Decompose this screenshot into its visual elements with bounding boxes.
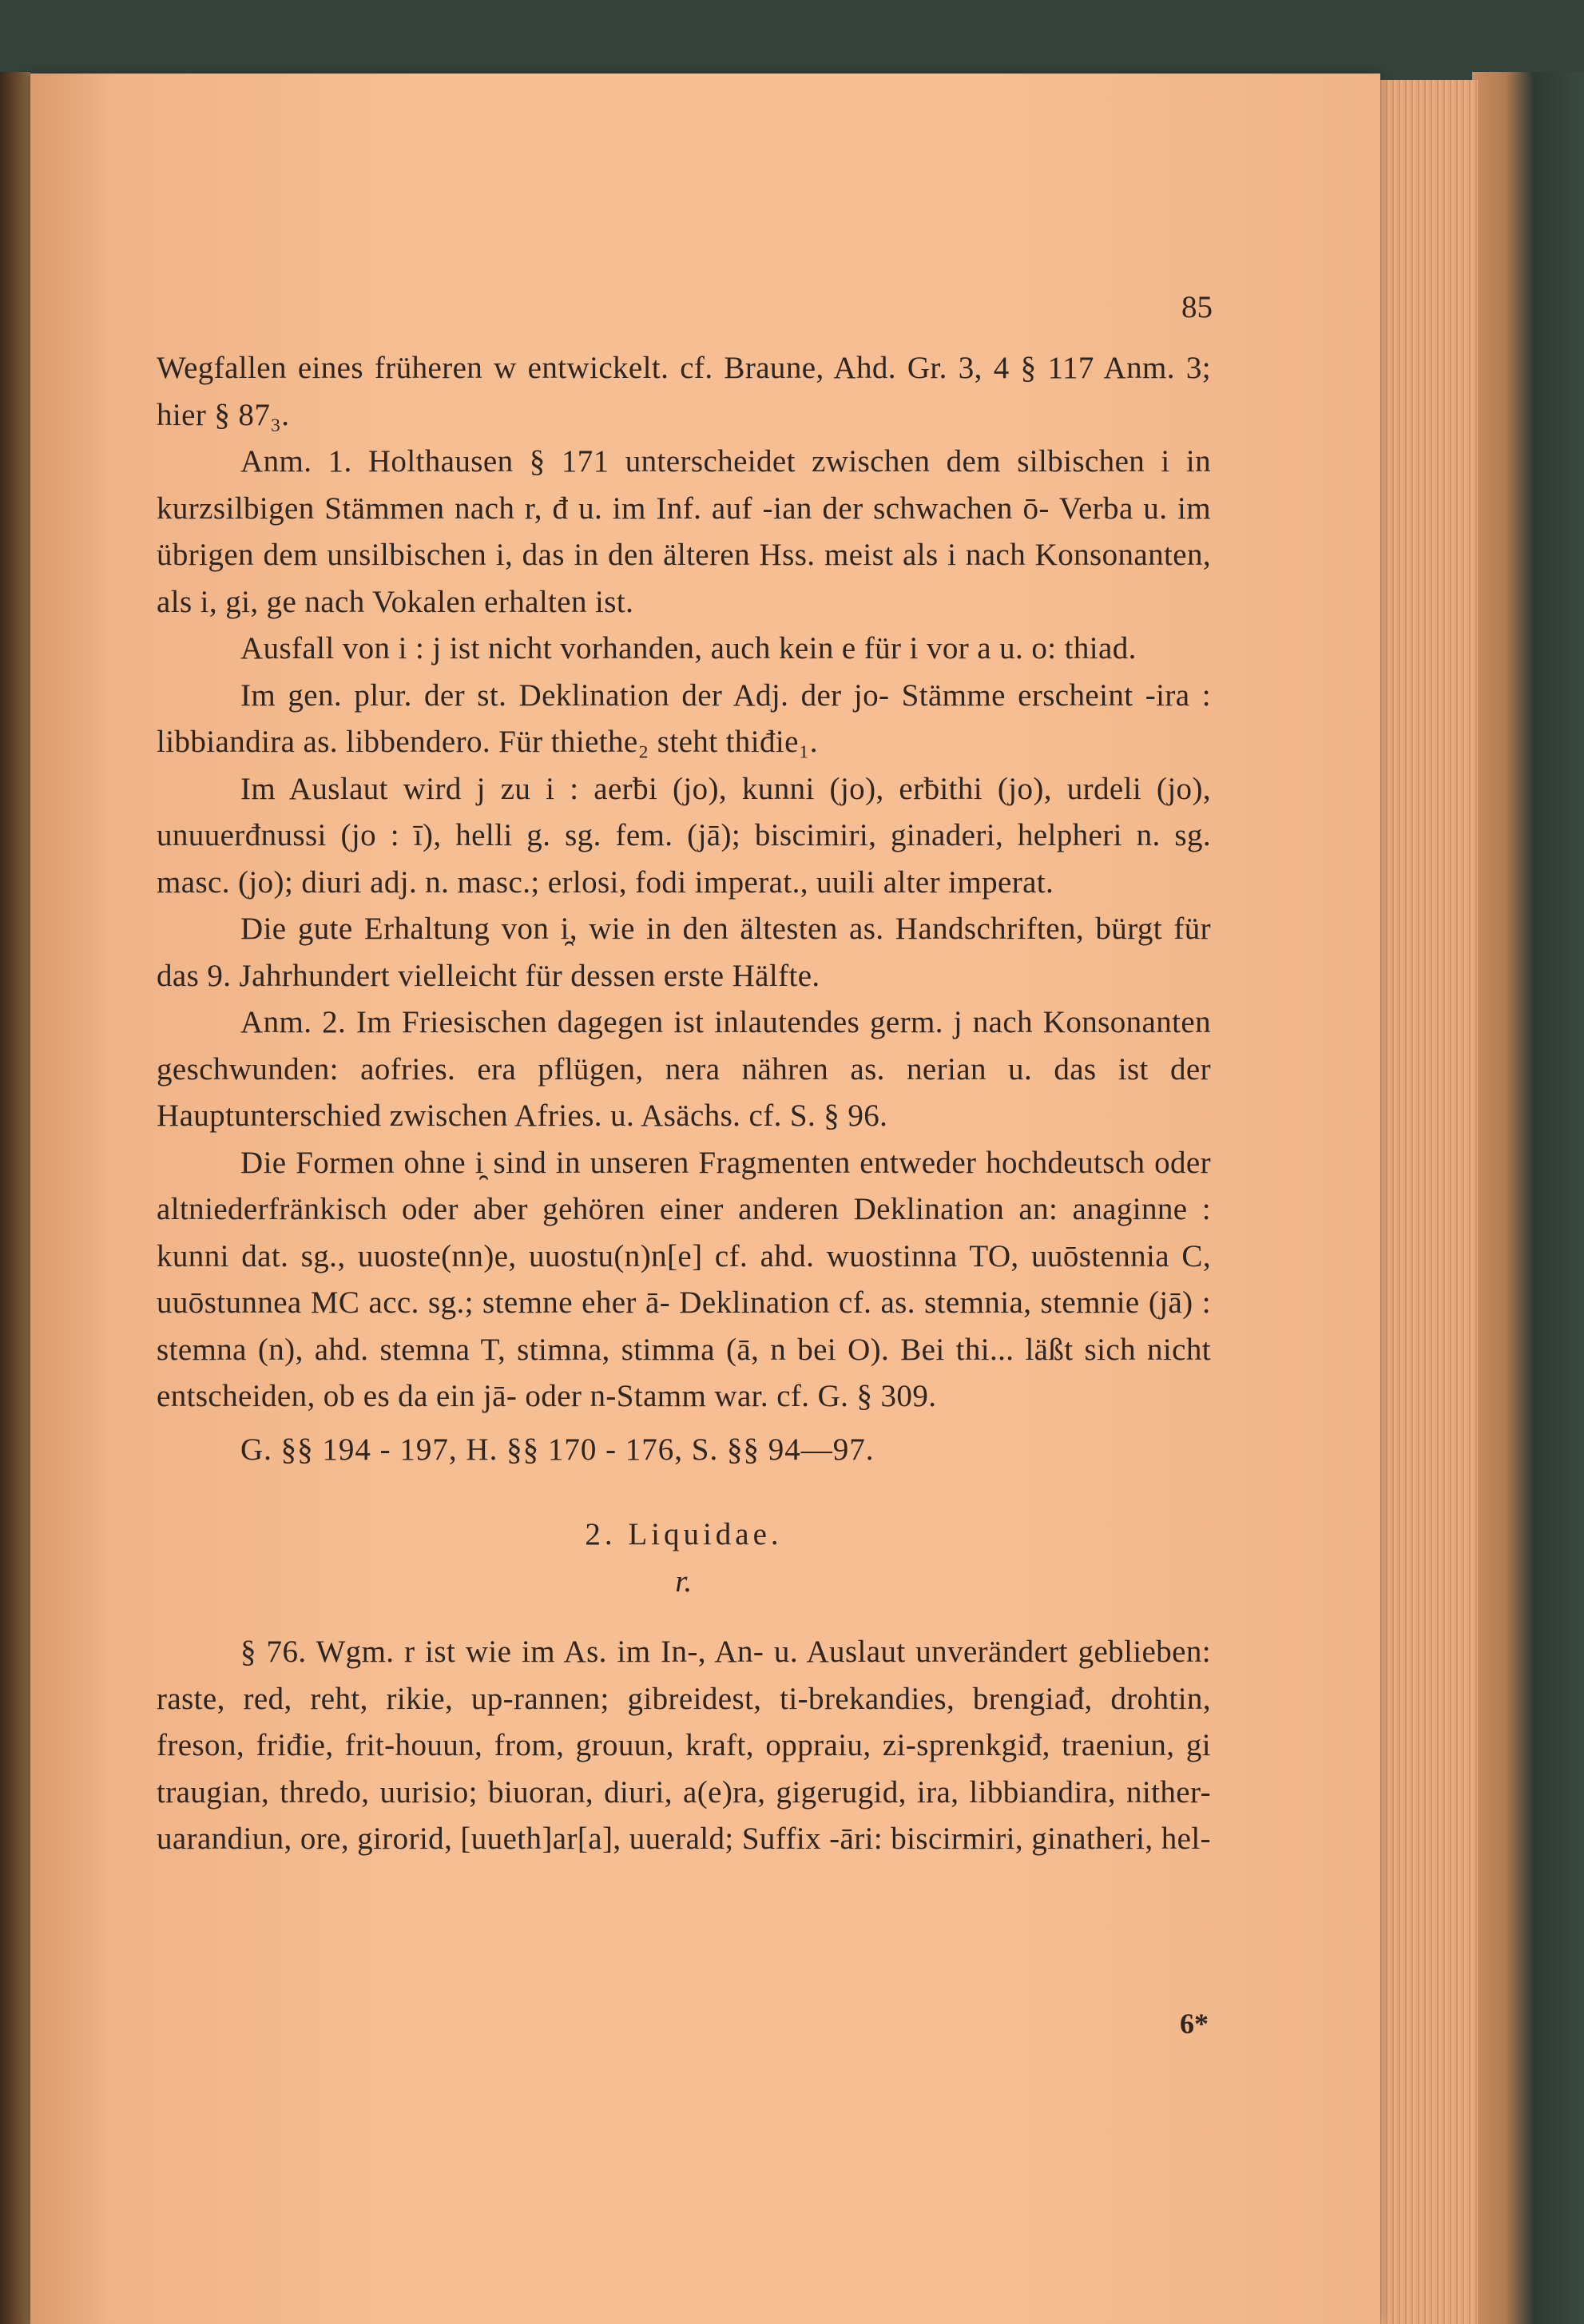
- references-line: G. §§ 194 - 197, H. §§ 170 - 176, S. §§ 94—97.: [240, 1432, 875, 1467]
- paragraph-formen: Die Formen ohne i̯ sind in unseren Fragmenten entweder hochdeutsch oder altniederfränkisch oder aber gehören einer anderen Deklination an: anaginne : kunni dat. sg., uuoste(nn)e, uuostu(n)n[e] cf. ahd. wuostinna TO, uuōstennia C, uuōstunnea MC acc. sg.; stemne eher ā- Deklination cf. as. stemnia, stemnie (jā) : stemna (n), ahd. stemna T, stimna, stimma (ā, n bei O). Bei thi... läßt sich nicht entscheiden, ob es da ein jā- oder n-Stamm war. cf. G. § 309.: [157, 1145, 1211, 1413]
- section-heading: 2. Liquidae.: [585, 1517, 783, 1551]
- signature-mark: 6*: [1180, 2008, 1209, 2040]
- paragraph-anm-2: Anm. 2. Im Friesischen dagegen ist inlautendes germ. j nach Konsonanten geschwunden: aofries. era pflügen, nera nähren as. nerian u. das ist der Hauptunterschied zwischen Afries. u. Asächs. cf. S. § 96.: [157, 1005, 1211, 1133]
- page-number: 85: [1181, 290, 1213, 324]
- paragraph-ausfall: Ausfall von i : j ist nicht vorhanden, auch kein e für i vor a u. o: thiad.: [240, 631, 1137, 665]
- paragraph-erhaltung: Die gute Erhaltung von i̯, wie in den ältesten as. Handschriften, bürgt für das 9. Jahrhundert vielleicht für dessen erste Hälfte.: [157, 912, 1211, 993]
- page-body: [157, 345, 1211, 1863]
- paragraph-1: Wegfallen eines früheren w entwickelt. cf. Braune, Ahd. Gr. 3, 4 § 117 Anm. 3; hier § 87₃.: [157, 351, 1211, 432]
- subsection-heading: r.: [675, 1563, 693, 1599]
- page-sheet: [30, 73, 1380, 2324]
- paragraph-gen-plur: Im gen. plur. der st. Deklination der Adj. der jo- Stämme erscheint -ira : libbiandira as. libbendero. Für thiethe₂ steht thiđie₁.: [157, 677, 1211, 759]
- paragraph-auslaut: Im Auslaut wird j zu i : aerƀi (jo), kunni (jo), erƀithi (jo), urdeli (jo), unuuerđnussi (jo : ī), helli g. sg. fem. (jā); biscimiri, ginaderi, helpheri n. sg. masc. (jo); diuri adj. n. masc.; erlosi, fodi imperat., uuili alter imperat.: [157, 771, 1211, 900]
- book-cover-board: [1472, 72, 1584, 2324]
- book-spine: [0, 72, 30, 2324]
- paragraph-76: § 76. Wgm. r ist wie im As. im In-, An- u. Auslaut unverändert geblieben: raste, red, reht, rikie, up-rannen; gibreidest, ti-brekandies, brengiađ, drohtin, freson, friđie, frit-houun, from, grouun, kraft, oppraiu, zi-sprenkgiđ, traeniun, gi traugian, thredo, uurisio; biuoran, diuri, a(e)ra, gigerugid, ira, libbiandira, nither-uarandiun, ore, girorid, [uueth]ar[a], uuerald; Suffix -āri: biscirmiri, ginatheri, hel-: [157, 1635, 1211, 1856]
- paragraph-anm-1: Anm. 1. Holthausen § 171 unterscheidet zwischen dem silbischen i in kurzsilbigen Stämmen nach r, đ u. im Inf. auf -ian der schwachen ō- Verba u. im übrigen dem unsilbischen i, das in den älteren Hss. meist als i nach Konsonanten, als i, gi, ge nach Vokalen erhalten ist.: [157, 444, 1211, 619]
